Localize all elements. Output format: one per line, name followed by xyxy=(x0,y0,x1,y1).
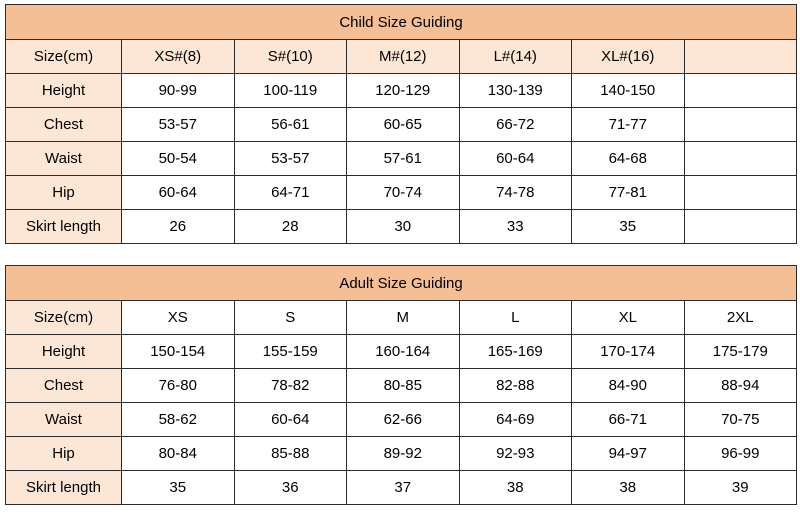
table-row xyxy=(6,437,797,471)
table-cell: 53-57 xyxy=(234,142,347,176)
table-cell: 80-84 xyxy=(122,437,235,471)
table-cell xyxy=(684,142,797,176)
table-cell: 66-72 xyxy=(459,108,572,142)
table-cell: 70-74 xyxy=(347,176,460,210)
header-cell: M#(12) xyxy=(347,40,460,74)
table-cell: 38 xyxy=(572,471,685,505)
table-cell: 84-90 xyxy=(572,369,685,403)
table-cell: 35 xyxy=(572,210,685,244)
table-cell: 71-77 xyxy=(572,108,685,142)
table-cell: 66-71 xyxy=(572,403,685,437)
table-cell xyxy=(684,210,797,244)
table-cell: 170-174 xyxy=(572,335,685,369)
table-cell: 60-64 xyxy=(459,142,572,176)
table-cell: 160-164 xyxy=(347,335,460,369)
header-cell: L#(14) xyxy=(459,40,572,74)
header-cell: Size(cm) xyxy=(6,301,122,335)
table-row xyxy=(6,210,797,244)
table-cell: 58-62 xyxy=(122,403,235,437)
table-cell: 37 xyxy=(347,471,460,505)
adult-size-table xyxy=(5,265,797,505)
table-cell: 38 xyxy=(459,471,572,505)
table-title-row xyxy=(6,266,797,301)
table-cell: 57-61 xyxy=(347,142,460,176)
row-label: Skirt length xyxy=(6,210,122,244)
table-cell: 155-159 xyxy=(234,335,347,369)
table-cell: 28 xyxy=(234,210,347,244)
table-row xyxy=(6,108,797,142)
table-cell: 80-85 xyxy=(347,369,460,403)
table-cell: 64-69 xyxy=(459,403,572,437)
table-cell: 94-97 xyxy=(572,437,685,471)
table-cell: 130-139 xyxy=(459,74,572,108)
table-cell xyxy=(684,176,797,210)
table-row xyxy=(6,142,797,176)
table-cell: 60-65 xyxy=(347,108,460,142)
table-cell: 165-169 xyxy=(459,335,572,369)
adult-table-title: Adult Size Guiding xyxy=(6,266,797,301)
table-cell: 77-81 xyxy=(572,176,685,210)
table-cell: 120-129 xyxy=(347,74,460,108)
table-cell: 92-93 xyxy=(459,437,572,471)
table-cell: 76-80 xyxy=(122,369,235,403)
table-cell: 53-57 xyxy=(122,108,235,142)
row-label: Waist xyxy=(6,142,122,176)
table-cell: 89-92 xyxy=(347,437,460,471)
table-cell: 39 xyxy=(684,471,797,505)
table-cell: 62-66 xyxy=(347,403,460,437)
table-cell: 36 xyxy=(234,471,347,505)
table-row xyxy=(6,335,797,369)
table-cell: 90-99 xyxy=(122,74,235,108)
header-cell: M xyxy=(347,301,460,335)
table-cell xyxy=(684,108,797,142)
table-cell: 78-82 xyxy=(234,369,347,403)
header-cell: XS xyxy=(122,301,235,335)
table-cell: 74-78 xyxy=(459,176,572,210)
header-cell: 2XL xyxy=(684,301,797,335)
table-cell: 85-88 xyxy=(234,437,347,471)
table-row xyxy=(6,369,797,403)
table-cell: 26 xyxy=(122,210,235,244)
table-row xyxy=(6,74,797,108)
table-cell: 70-75 xyxy=(684,403,797,437)
table-title-row xyxy=(6,5,797,40)
table-cell: 175-179 xyxy=(684,335,797,369)
table-cell: 140-150 xyxy=(572,74,685,108)
header-cell: S#(10) xyxy=(234,40,347,74)
row-label: Waist xyxy=(6,403,122,437)
table-cell: 56-61 xyxy=(234,108,347,142)
table-cell: 150-154 xyxy=(122,335,235,369)
row-label: Height xyxy=(6,74,122,108)
row-label: Chest xyxy=(6,369,122,403)
child-size-table xyxy=(5,4,797,244)
child-table-title: Child Size Guiding xyxy=(6,5,797,40)
header-cell: L xyxy=(459,301,572,335)
table-cell: 60-64 xyxy=(234,403,347,437)
row-label: Hip xyxy=(6,176,122,210)
table-cell: 35 xyxy=(122,471,235,505)
header-cell: XS#(8) xyxy=(122,40,235,74)
row-label: Chest xyxy=(6,108,122,142)
row-label: Height xyxy=(6,335,122,369)
table-cell xyxy=(684,74,797,108)
table-cell: 88-94 xyxy=(684,369,797,403)
table-header-row xyxy=(6,301,797,335)
header-cell: XL#(16) xyxy=(572,40,685,74)
header-cell: XL xyxy=(572,301,685,335)
table-row xyxy=(6,471,797,505)
table-cell: 30 xyxy=(347,210,460,244)
table-row xyxy=(6,403,797,437)
table-cell: 64-68 xyxy=(572,142,685,176)
table-cell: 64-71 xyxy=(234,176,347,210)
header-cell: Size(cm) xyxy=(6,40,122,74)
table-cell: 82-88 xyxy=(459,369,572,403)
table-header-row xyxy=(6,40,797,74)
table-cell: 96-99 xyxy=(684,437,797,471)
header-cell xyxy=(684,40,797,74)
table-cell: 100-119 xyxy=(234,74,347,108)
table-cell: 50-54 xyxy=(122,142,235,176)
table-cell: 60-64 xyxy=(122,176,235,210)
row-label: Hip xyxy=(6,437,122,471)
header-cell: S xyxy=(234,301,347,335)
table-cell: 33 xyxy=(459,210,572,244)
row-label: Skirt length xyxy=(6,471,122,505)
table-row xyxy=(6,176,797,210)
